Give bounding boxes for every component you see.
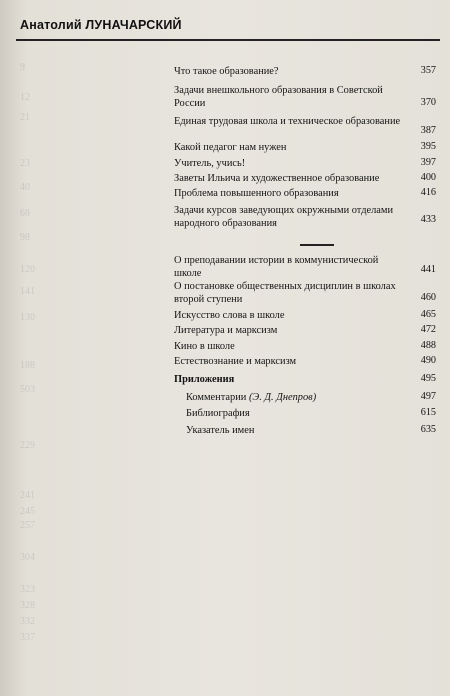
- toc-entry: [174, 324, 404, 337]
- toc-entry: [174, 65, 404, 78]
- toc-entry-page: 433: [420, 214, 436, 225]
- bleed-through-text: 68: [20, 208, 30, 219]
- toc-entry-page: 387: [420, 125, 436, 136]
- toc-entry-page: 370: [420, 97, 436, 108]
- toc-entry-page: 497: [420, 391, 436, 402]
- bleed-through-text: 40: [20, 182, 30, 193]
- toc-entry: [174, 115, 404, 128]
- toc-entry-page: 460: [420, 292, 436, 303]
- toc-entry-page: 495: [420, 373, 436, 384]
- toc-entry: [174, 309, 404, 322]
- toc-entry-page: 397: [420, 157, 436, 168]
- toc-entry-title: Приложения: [174, 374, 235, 385]
- bleed-through-text: 229: [20, 440, 35, 451]
- bleed-through-text: 337: [20, 632, 35, 643]
- toc-entry: [174, 187, 404, 200]
- toc-entry-page: 635: [420, 424, 436, 435]
- bleed-through-text: 257: [20, 520, 35, 531]
- toc-entry-title: О постановке общественных дисциплин в школах второй ступени: [174, 281, 396, 306]
- toc-entry-page: 465: [420, 309, 436, 320]
- toc-entry: [186, 424, 416, 437]
- toc-entry-title: Библиография: [186, 408, 250, 419]
- bleed-through-text: 304: [20, 552, 35, 563]
- toc-entry-appendix: [174, 373, 404, 386]
- toc-entry-page: 490: [420, 355, 436, 366]
- toc-entry: [174, 355, 404, 368]
- toc-entry: [174, 254, 404, 280]
- section-separator: [300, 244, 334, 246]
- toc-entry-page: 395: [420, 141, 436, 152]
- toc-entry: [174, 141, 404, 154]
- toc-entry-page: 441: [420, 264, 436, 275]
- toc-entry-title: Проблема повышенного образования: [174, 188, 339, 199]
- toc-entry-title: Литература и марксизм: [174, 325, 278, 336]
- bleed-through-text: 328: [20, 600, 35, 611]
- toc-entry-title: Задачи курсов заведующих окружными отделами народного образования: [174, 205, 394, 230]
- toc-entry-page: 615: [420, 407, 436, 418]
- toc-entry-page: 400: [420, 172, 436, 183]
- toc-entry-page: 472: [420, 324, 436, 335]
- toc-entry-page: 357: [420, 65, 436, 76]
- toc-entry-title: Кино в школе: [174, 341, 235, 352]
- bleed-through-text: 9: [20, 62, 25, 73]
- toc-entry-title: Учитель, учись!: [174, 158, 246, 169]
- bleed-through-text: 23: [20, 158, 30, 169]
- toc-entry: [174, 204, 404, 230]
- toc-entry-title: Заветы Ильича и художественное образование: [174, 173, 380, 184]
- toc-entry-title: Какой педагог нам нужен: [174, 142, 287, 153]
- toc-entry-title: Комментарии: [186, 392, 247, 403]
- toc-entry-title: Указатель имен: [186, 425, 255, 436]
- toc-entry: [174, 280, 404, 306]
- bleed-through-text: 12: [20, 92, 30, 103]
- toc-entry-title: О преподавании истории в коммунистической школе: [174, 255, 379, 280]
- bleed-through-text: 332: [20, 616, 35, 627]
- toc-entry: [174, 340, 404, 353]
- toc-entry: [186, 391, 416, 404]
- toc-entry-editor: (Э. Д. Днепров): [248, 392, 317, 403]
- bleed-through-text: 323: [20, 584, 35, 595]
- bleed-through-text: 503: [20, 384, 35, 395]
- bleed-through-text: 241: [20, 490, 35, 501]
- toc-entry-page: 416: [420, 187, 436, 198]
- bleed-through-text: 188: [20, 360, 35, 371]
- bleed-through-text: 130: [20, 312, 35, 323]
- running-header-author: Анатолий ЛУНАЧАРСКИЙ: [20, 18, 182, 32]
- toc-entry-title: Единая трудовая школа и техническое образование: [174, 116, 401, 127]
- bleed-through-text: 141: [20, 286, 35, 297]
- bleed-through-text: 120: [20, 264, 35, 275]
- bleed-through-text: 245: [20, 506, 35, 517]
- toc-entry: [174, 157, 404, 170]
- toc-entry-title: Задачи внешкольного образования в Советской России: [174, 85, 383, 110]
- bleed-through-text: 98: [20, 232, 30, 243]
- toc-entry-title: Искусство слова в школе: [174, 310, 285, 321]
- toc-entry: [174, 84, 404, 110]
- toc-entry: [174, 172, 404, 185]
- toc-entry-title: Что такое образование?: [174, 66, 279, 77]
- toc-entry-page: 488: [420, 340, 436, 351]
- bleed-through-text: 21: [20, 112, 30, 123]
- toc-entry: [186, 407, 416, 420]
- toc-entry-title: Естествознание и марксизм: [174, 356, 297, 367]
